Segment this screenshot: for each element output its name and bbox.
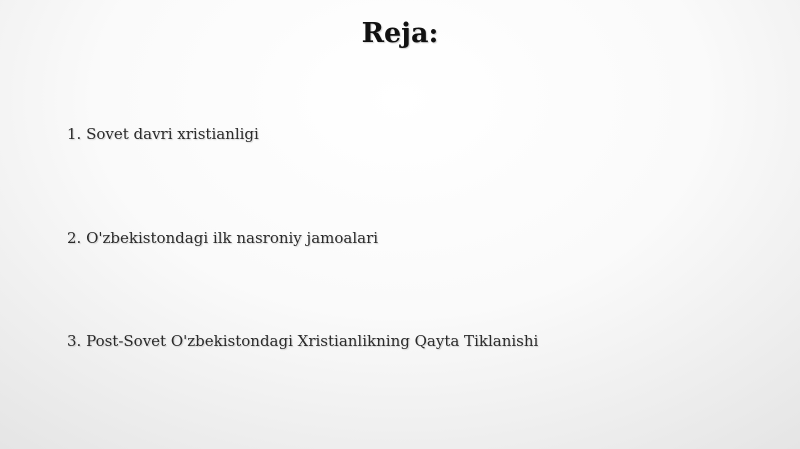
plan-item-1: 1. Sovet davri xristianligi (67, 125, 259, 143)
plan-item-3: 3. Post-Sovet O'zbekistondagi Xristianlikning Qayta Tiklanishi (67, 332, 539, 350)
plan-item-2: 2. O'zbekistondagi ilk nasroniy jamoalari (67, 229, 379, 247)
slide-title: Reja: (361, 18, 439, 49)
